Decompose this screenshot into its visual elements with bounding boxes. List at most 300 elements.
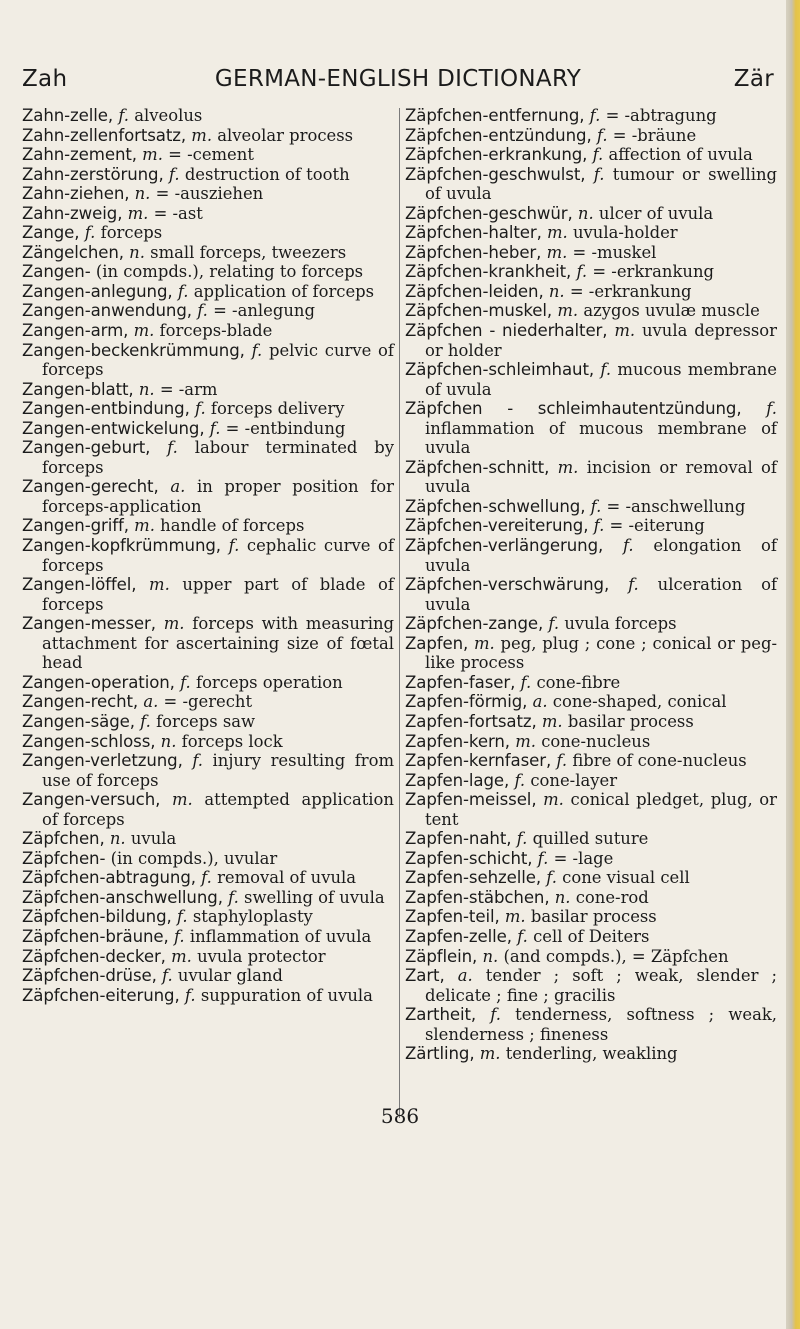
entry-definition: cone-shaped, conical: [552, 692, 727, 712]
entry-headword: Zart,: [405, 966, 445, 986]
dictionary-entry: [405, 673, 777, 693]
dictionary-entry: [22, 243, 394, 263]
dictionary-entry: [22, 399, 394, 419]
entry-headword: Zangen-kopfkrümmung,: [22, 536, 221, 556]
entry-part-of-speech: m.: [504, 907, 526, 927]
entry-headword: Zangen-säge,: [22, 711, 135, 731]
entry-headword: Zahn-zement,: [22, 145, 137, 165]
entry-part-of-speech: f.: [168, 164, 180, 184]
entry-headword: Zapfen-kern,: [405, 731, 510, 751]
entry-definition: application of forceps: [193, 281, 375, 301]
entry-definition: forceps with measuring attachment for ascertaining size of fœtal head: [42, 614, 395, 673]
entry-part-of-speech: f.: [537, 848, 549, 868]
dictionary-entry: [22, 438, 394, 477]
entry-headword: Zäpfchen-abtragung,: [22, 868, 196, 888]
entry-headword: Zäpfchen-leiden,: [405, 281, 544, 301]
entry-definition: azygos uvulæ muscle: [583, 301, 760, 321]
entry-part-of-speech: n.: [548, 281, 565, 301]
entry-definition: cone-nucleus: [541, 731, 651, 751]
header-title: GERMAN-ENGLISH DICTIONARY: [214, 66, 582, 92]
entry-headword: Zäpfchen-geschwür,: [405, 203, 573, 223]
dictionary-entry: [405, 243, 777, 263]
entry-definition: = -erkrankung: [592, 262, 715, 282]
entry-headword: Zäpfchen-schwellung,: [405, 496, 586, 516]
entry-definition: = -ast: [153, 203, 203, 223]
dictionary-entry: [22, 516, 394, 536]
entry-definition: cone-layer: [530, 770, 618, 790]
dictionary-entry: [22, 126, 394, 146]
entry-definition: upper part of blade of forceps: [42, 575, 394, 614]
entry-headword: Zapfen-förmig,: [405, 692, 528, 712]
entry-headword: Zäpfchen,: [22, 829, 105, 849]
entry-part-of-speech: m.: [541, 711, 563, 731]
entry-part-of-speech: n.: [109, 829, 126, 849]
entry-headword: Zapfen-teil,: [405, 907, 500, 927]
entry-definition: uvula protector: [197, 946, 326, 966]
dictionary-entry: [405, 497, 777, 517]
entry-part-of-speech: f.: [546, 868, 557, 888]
entry-headword: Zangen-anlegung,: [22, 281, 173, 301]
dictionary-entry: [22, 849, 394, 869]
entry-headword: Zäpfchen-anschwellung,: [22, 887, 223, 907]
dictionary-entry: [405, 634, 777, 673]
entry-headword: Zangen-arm,: [22, 321, 129, 341]
entry-part-of-speech: f.: [622, 536, 634, 556]
entry-part-of-speech: f.: [490, 1005, 501, 1025]
entry-headword: Zäpflein,: [405, 946, 478, 966]
entry-definition: uvula forceps: [564, 614, 677, 634]
entry-part-of-speech: m.: [479, 1044, 501, 1064]
entry-definition: = -lage: [553, 848, 614, 868]
entry-definition: tender ; soft ; weak, slender ; delicate ; fine ; gracilis: [425, 966, 777, 1005]
entry-part-of-speech: f.: [548, 614, 560, 634]
entry-definition: in proper position for forceps-application: [42, 477, 394, 516]
dictionary-entry: [405, 907, 777, 927]
entry-part-of-speech: n.: [577, 203, 594, 223]
entry-definition: forceps: [100, 223, 163, 243]
dictionary-entry: [22, 790, 394, 829]
entry-headword: Zangen-löffel,: [22, 575, 137, 595]
entry-part-of-speech: f.: [251, 340, 263, 360]
entry-part-of-speech: m.: [149, 575, 170, 595]
dictionary-entry: [22, 282, 394, 302]
entry-part-of-speech: m.: [557, 301, 579, 321]
entry-part-of-speech: f.: [556, 751, 568, 771]
entry-headword: Zäpfchen-bildung,: [22, 907, 172, 927]
dictionary-entry: [22, 712, 394, 732]
entry-definition: uvula-holder: [572, 223, 678, 243]
entry-definition: conical pledget, plug, or tent: [425, 790, 777, 829]
dictionary-entry: [22, 419, 394, 439]
entry-part-of-speech: f.: [593, 164, 605, 184]
entry-part-of-speech: f.: [167, 438, 178, 458]
entry-part-of-speech: f.: [197, 301, 208, 321]
entry-definition: (and compds.), = Zäpfchen: [503, 946, 729, 966]
entry-headword: Zangen-: [22, 262, 91, 282]
dictionary-entry: [405, 165, 777, 204]
dictionary-entry: [405, 321, 777, 360]
page-number: 586: [380, 1104, 420, 1128]
entry-definition: basilar process: [530, 907, 657, 927]
entry-part-of-speech: n.: [482, 946, 499, 966]
entry-part-of-speech: f.: [514, 770, 526, 790]
entry-part-of-speech: m.: [127, 203, 149, 223]
entry-part-of-speech: f.: [576, 262, 588, 282]
dictionary-entry: [22, 751, 394, 790]
entry-headword: Zäpfchen-muskel,: [405, 301, 553, 321]
entry-definition: inflammation of mucous membrane of uvula: [425, 418, 777, 458]
entry-definition: = -anschwellung: [606, 496, 746, 516]
entry-part-of-speech: f.: [184, 985, 196, 1005]
entry-definition: removal of uvula: [217, 868, 357, 888]
dictionary-entry: [22, 184, 394, 204]
entry-headword: Zäpfchen-heber,: [405, 242, 542, 262]
dictionary-entry: [405, 223, 777, 243]
entry-definition: tumour or swelling of uvula: [425, 164, 777, 204]
entry-headword: Zäpfchen - schleimhautentzündung,: [405, 399, 742, 419]
entry-definition: = -entbindung: [225, 418, 346, 438]
dictionary-entry: [405, 1044, 777, 1064]
entry-definition: handle of forceps: [160, 516, 305, 536]
entry-headword: Zäpfchen-krankheit,: [405, 262, 572, 282]
dictionary-entry: [405, 145, 777, 165]
entry-headword: Zangen-verletzung,: [22, 751, 183, 771]
entry-part-of-speech: f.: [162, 966, 173, 986]
entry-part-of-speech: m.: [133, 321, 155, 341]
entry-definition: = -anlegung: [213, 301, 315, 321]
entry-definition: cone visual cell: [562, 868, 690, 888]
entry-headword: Zäpfchen-verschwärung,: [405, 575, 610, 595]
entry-part-of-speech: m.: [142, 145, 163, 165]
entry-part-of-speech: m.: [171, 946, 192, 966]
dictionary-entry: [405, 399, 777, 458]
entry-part-of-speech: f.: [228, 887, 239, 907]
entry-definition: uvula depressor or holder: [425, 321, 777, 360]
entry-part-of-speech: f.: [593, 516, 605, 536]
entry-definition: forceps lock: [181, 731, 283, 751]
entry-definition: cone-fibre: [536, 672, 621, 692]
entry-definition: affection of uvula: [608, 145, 753, 165]
running-header: [22, 66, 774, 96]
entry-headword: Zäpfchen-entfernung,: [405, 106, 585, 125]
entry-headword: Zange,: [22, 223, 80, 243]
entry-definition: forceps delivery: [210, 399, 345, 419]
entry-headword: Zäpfchen-geschwulst,: [405, 164, 586, 184]
entry-definition: fibre of cone-nucleus: [572, 751, 747, 771]
dictionary-entry: [22, 165, 394, 185]
entry-headword: Zapfen-zelle,: [405, 926, 512, 946]
entry-headword: Zäpfchen-schnitt,: [405, 457, 550, 477]
entry-part-of-speech: f.: [118, 106, 130, 125]
entry-headword: Zäpfchen-verlängerung,: [405, 536, 604, 556]
header-right-guideword: Zär: [733, 66, 774, 92]
entry-headword: Zangen-geburt,: [22, 438, 151, 458]
entry-part-of-speech: f.: [628, 575, 639, 595]
entry-headword: Zapfen,: [405, 633, 469, 653]
entry-headword: Zäpfchen-drüse,: [22, 966, 157, 986]
dictionary-entry: [22, 262, 394, 282]
entry-part-of-speech: a.: [532, 692, 548, 712]
entry-part-of-speech: n.: [554, 887, 571, 907]
entry-headword: Zapfen-lage,: [405, 770, 510, 790]
entry-part-of-speech: m.: [614, 321, 636, 341]
dictionary-entry: [22, 829, 394, 849]
entry-part-of-speech: f.: [228, 536, 240, 556]
entry-part-of-speech: f.: [596, 125, 608, 145]
dictionary-entry: [22, 888, 394, 908]
dictionary-entry: [22, 868, 394, 888]
entry-definition: cephalic curve of forceps: [42, 536, 394, 575]
entry-part-of-speech: m.: [515, 731, 536, 751]
entry-part-of-speech: f.: [517, 926, 528, 946]
entry-headword: Zapfen-naht,: [405, 829, 512, 849]
entry-definition: labour terminated by forceps: [42, 438, 395, 477]
dictionary-entry: [405, 614, 777, 634]
entry-part-of-speech: n.: [129, 242, 145, 262]
dictionary-entry: [405, 536, 777, 575]
entry-headword: Zahn-zelle,: [22, 106, 114, 125]
entry-definition: = -eiterung: [609, 516, 705, 536]
entry-headword: Zangen-blatt,: [22, 379, 134, 399]
dictionary-entry: [405, 790, 777, 829]
dictionary-entry: [22, 145, 394, 165]
entry-part-of-speech: a.: [143, 692, 159, 712]
entry-definition: destruction of tooth: [184, 164, 350, 184]
dictionary-entry: [405, 888, 777, 908]
entry-headword: Zäpfchen-decker,: [22, 946, 166, 966]
dictionary-entry: [405, 262, 777, 282]
entry-headword: Zartheit,: [405, 1005, 477, 1025]
entry-definition: alveolus: [134, 106, 203, 125]
entry-definition: peg, plug ; cone ; conical or peg-like process: [425, 633, 777, 673]
entry-part-of-speech: f.: [173, 926, 185, 946]
dictionary-entry: [22, 106, 394, 126]
entry-part-of-speech: f.: [180, 672, 191, 692]
entry-definition: (in compds.), relating to forceps: [95, 262, 364, 282]
entry-part-of-speech: f.: [195, 399, 206, 419]
entry-headword: Zapfen-kernfaser,: [405, 751, 552, 771]
entry-definition: pelvic curve of forceps: [42, 340, 394, 380]
entry-headword: Zapfen-meissel,: [405, 790, 537, 810]
dictionary-entry: [405, 126, 777, 146]
dictionary-entry: [22, 732, 394, 752]
entry-definition: cone-rod: [575, 887, 649, 907]
entry-headword: Zangen-griff,: [22, 516, 129, 536]
entry-headword: Zangen-entbindung,: [22, 399, 190, 419]
entry-part-of-speech: a.: [457, 966, 473, 986]
dictionary-entry: [405, 360, 777, 399]
dictionary-entry: [22, 341, 394, 380]
entry-definition: forceps operation: [196, 672, 343, 692]
column-divider: [399, 108, 400, 1118]
entry-headword: Zangen-versuch,: [22, 790, 161, 810]
entry-headword: Zäpfchen-erkrankung,: [405, 145, 588, 165]
entry-definition: ulceration of uvula: [425, 575, 778, 614]
entry-definition: injury resulting from use of forceps: [42, 751, 395, 790]
entry-part-of-speech: f.: [209, 418, 221, 438]
entry-headword: Zangen-entwickelung,: [22, 418, 205, 438]
entry-headword: Zängelchen,: [22, 242, 124, 262]
dictionary-entry: [22, 673, 394, 693]
entry-part-of-speech: f.: [177, 281, 189, 301]
entry-definition: suppuration of uvula: [200, 985, 373, 1005]
entry-headword: Zangen-beckenkrümmung,: [22, 340, 245, 360]
entry-part-of-speech: f.: [192, 751, 204, 771]
entry-headword: Zangen-operation,: [22, 672, 175, 692]
entry-definition: ulcer of uvula: [598, 203, 714, 223]
entry-headword: Zangen-messer,: [22, 614, 156, 634]
entry-part-of-speech: f.: [516, 829, 528, 849]
entry-part-of-speech: f.: [590, 496, 602, 516]
entry-definition: = -gerecht: [163, 692, 253, 712]
entry-definition: uvula: [130, 829, 177, 849]
entry-part-of-speech: f.: [176, 907, 188, 927]
entry-definition: (in compds.), uvular: [110, 848, 278, 868]
left-column: [22, 106, 394, 1005]
dictionary-entry: [405, 106, 777, 126]
entry-definition: mucous membrane of uvula: [425, 360, 778, 399]
dictionary-entry: [405, 868, 777, 888]
page-edge-shadow: [786, 0, 800, 1329]
entry-headword: Zangen-gerecht,: [22, 477, 159, 497]
dictionary-entry: [405, 712, 777, 732]
entry-headword: Zangen-recht,: [22, 692, 139, 712]
entry-headword: Zapfen-fortsatz,: [405, 711, 537, 731]
entry-part-of-speech: m.: [547, 223, 568, 243]
entry-part-of-speech: f.: [140, 711, 151, 731]
dictionary-entry: [22, 907, 394, 927]
entry-headword: Zäpfchen-halter,: [405, 223, 542, 243]
entry-definition: uvular gland: [177, 966, 283, 986]
entry-part-of-speech: f.: [589, 106, 601, 125]
dictionary-entry: [22, 575, 394, 614]
entry-headword: Zangen-schloss,: [22, 731, 156, 751]
dictionary-entry: [405, 1005, 777, 1044]
entry-definition: forceps saw: [156, 711, 256, 731]
entry-definition: = -erkrankung: [569, 281, 692, 301]
entry-part-of-speech: m.: [191, 125, 213, 145]
right-column: [405, 106, 777, 1064]
entry-part-of-speech: m.: [163, 614, 185, 634]
dictionary-entry: [405, 692, 777, 712]
dictionary-entry: [22, 223, 394, 243]
entry-headword: Zäpfchen-entzündung,: [405, 125, 592, 145]
entry-headword: Zangen-anwendung,: [22, 301, 192, 321]
entry-definition: basilar process: [567, 711, 694, 731]
entry-part-of-speech: m.: [557, 457, 579, 477]
entry-headword: Zäpfchen-: [22, 848, 106, 868]
entry-part-of-speech: n.: [160, 731, 177, 751]
entry-part-of-speech: n.: [134, 184, 151, 204]
entry-headword: Zäpfchen-bräune,: [22, 926, 169, 946]
dictionary-entry: [405, 771, 777, 791]
entry-definition: = -ausziehen: [155, 184, 264, 204]
dictionary-entry: [405, 204, 777, 224]
entry-definition: quilled suture: [532, 829, 649, 849]
entry-part-of-speech: m.: [171, 790, 193, 810]
entry-part-of-speech: m.: [134, 516, 155, 536]
dictionary-entry: [22, 321, 394, 341]
entry-definition: tenderling, weakling: [505, 1044, 678, 1064]
entry-part-of-speech: f.: [600, 360, 612, 380]
entry-definition: incision or removal of uvula: [425, 457, 777, 497]
entry-definition: staphyloplasty: [192, 907, 313, 927]
dictionary-entry: [405, 927, 777, 947]
entry-definition: attempted application of forceps: [42, 790, 394, 829]
entry-headword: Zapfen-schicht,: [405, 848, 533, 868]
dictionary-entry: [405, 732, 777, 752]
entry-definition: tenderness, softness ; weak, slenderness ; fineness: [425, 1005, 777, 1044]
entry-definition: forceps-blade: [159, 321, 273, 341]
dictionary-entry: [405, 947, 777, 967]
dictionary-entry: [22, 927, 394, 947]
dictionary-entry: [405, 301, 777, 321]
dictionary-entry: [405, 829, 777, 849]
entry-headword: Zapfen-stäbchen,: [405, 887, 550, 907]
entry-definition: alveolar process: [217, 125, 354, 145]
entry-definition: cell of Deiters: [533, 926, 650, 946]
dictionary-entry: [405, 751, 777, 771]
entry-headword: Zäpfchen-vereiterung,: [405, 516, 589, 536]
entry-headword: Zäpfchen - niederhalter,: [405, 321, 608, 341]
entry-part-of-speech: f.: [766, 399, 777, 419]
entry-definition: = -muskel: [572, 242, 657, 262]
entry-part-of-speech: a.: [170, 477, 186, 497]
entry-part-of-speech: n.: [138, 379, 155, 399]
entry-headword: Zapfen-faser,: [405, 672, 516, 692]
entry-part-of-speech: f.: [520, 672, 532, 692]
entry-part-of-speech: m.: [546, 242, 568, 262]
entry-headword: Zäpfchen-zange,: [405, 614, 544, 634]
dictionary-entry: [22, 380, 394, 400]
dictionary-entry: [22, 477, 394, 516]
entry-part-of-speech: f.: [201, 868, 212, 888]
dictionary-entry: [22, 614, 394, 673]
entry-headword: Zahn-ziehen,: [22, 184, 130, 204]
entry-headword: Zahn-zellenfortsatz,: [22, 125, 187, 145]
dictionary-entry: [22, 301, 394, 321]
dictionary-entry: [22, 966, 394, 986]
entry-headword: Zapfen-sehzelle,: [405, 868, 542, 888]
entry-definition: = -abtragung: [605, 106, 717, 125]
entry-definition: small forceps, tweezers: [150, 242, 347, 262]
dictionary-entry: [405, 849, 777, 869]
entry-headword: Zäpfchen-schleimhaut,: [405, 360, 595, 380]
dictionary-entry: [22, 536, 394, 575]
entry-definition: swelling of uvula: [244, 887, 385, 907]
entry-part-of-speech: f.: [84, 223, 96, 243]
entry-part-of-speech: m.: [543, 790, 564, 810]
dictionary-entry: [22, 947, 394, 967]
dictionary-entry: [405, 458, 777, 497]
dictionary-entry: [22, 692, 394, 712]
dictionary-entry: [405, 966, 777, 1005]
dictionary-entry: [405, 516, 777, 536]
dictionary-entry: [405, 575, 777, 614]
dictionary-entry: [22, 204, 394, 224]
entry-definition: = -bräune: [612, 125, 697, 145]
entry-definition: elongation of uvula: [425, 536, 777, 575]
dictionary-entry: [405, 282, 777, 302]
entry-headword: Zärtling,: [405, 1044, 475, 1064]
entry-part-of-speech: f.: [592, 145, 604, 165]
entry-headword: Zahn-zweig,: [22, 203, 123, 223]
entry-definition: inflammation of uvula: [189, 926, 372, 946]
entry-definition: = -cement: [168, 145, 254, 165]
dictionary-entry: [22, 986, 394, 1006]
entry-headword: Zäpfchen-eiterung,: [22, 985, 180, 1005]
entry-definition: = -arm: [159, 379, 218, 399]
